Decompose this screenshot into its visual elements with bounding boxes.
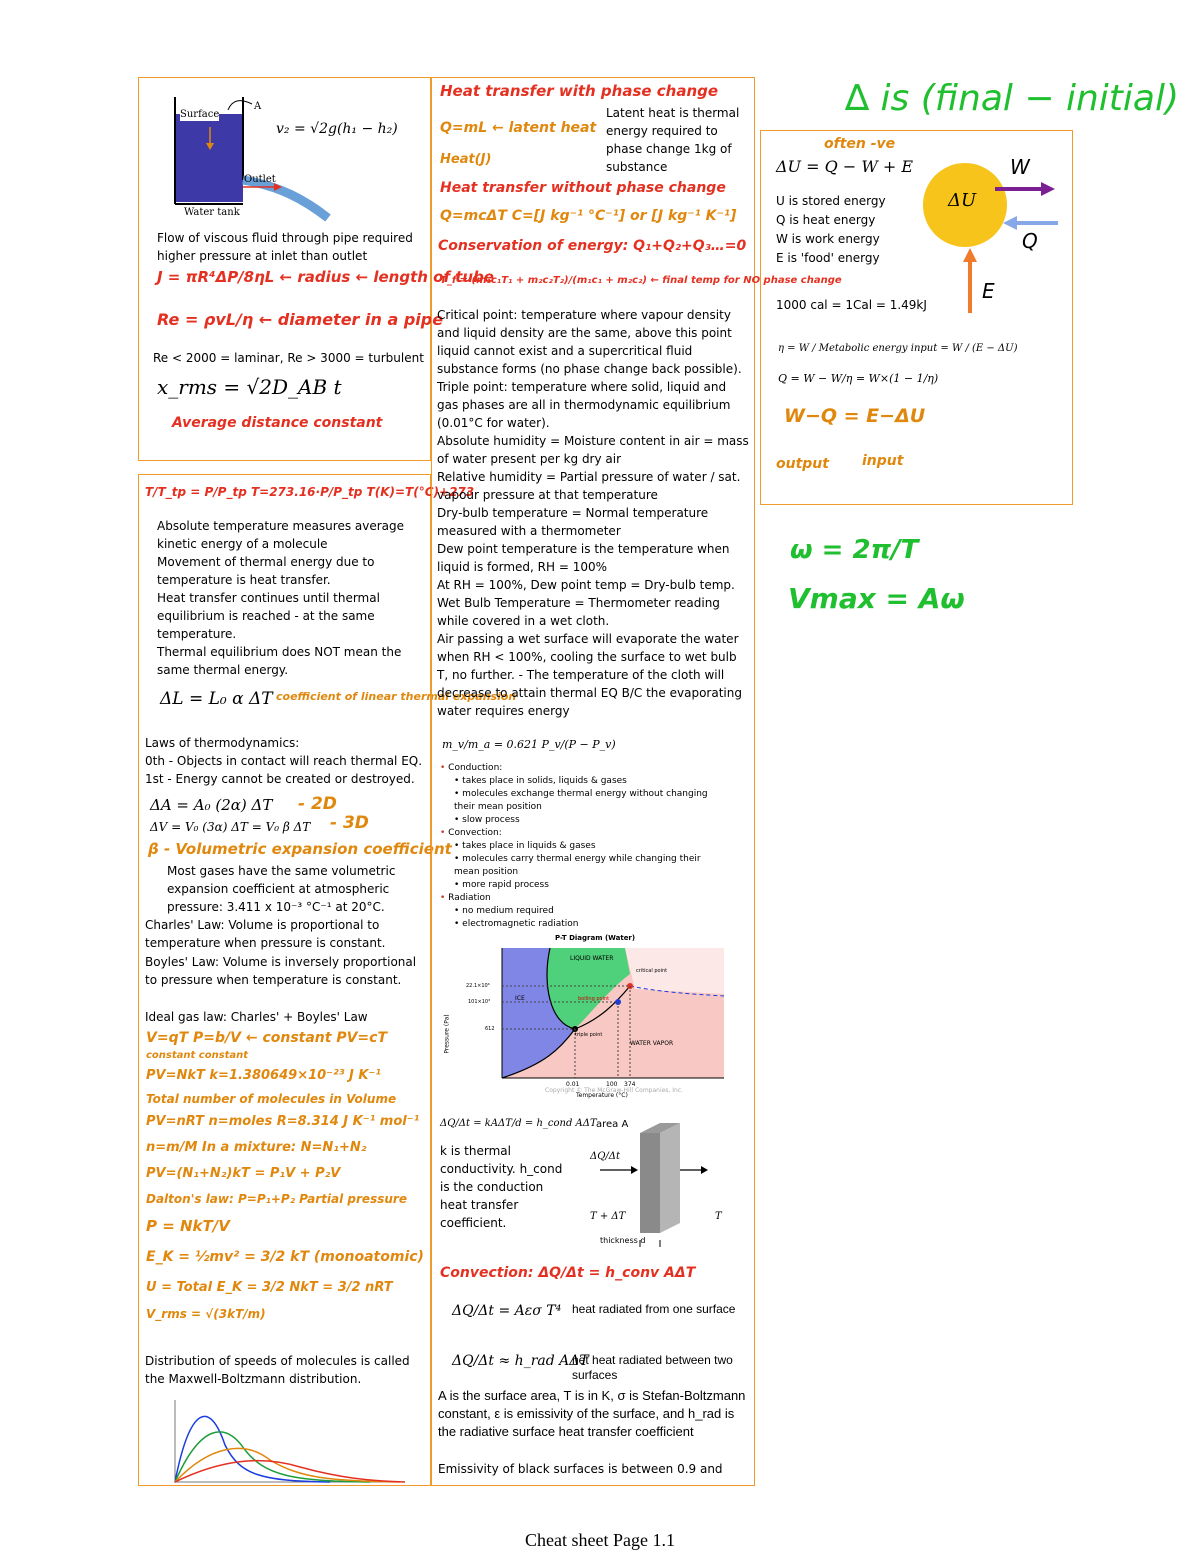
convection-item-1-text: takes place in liquids & gases bbox=[462, 841, 596, 851]
slab-area-label: area A bbox=[596, 1119, 629, 1130]
page-footer: Cheat sheet Page 1.1 bbox=[525, 1530, 675, 1550]
heat-efficiency-equation: Q = W − W/η = W×(1 − 1/η) bbox=[778, 372, 939, 385]
humidity-paragraphs bbox=[437, 306, 750, 720]
wet-bulb-text: Wet Bulb Temperature = Thermometer reading while covered in a wet cloth. bbox=[437, 596, 720, 628]
laws-title: Laws of thermodynamics: bbox=[145, 736, 300, 750]
convection-item-3: • more rapid process bbox=[454, 880, 549, 890]
pt-ice-label: ICE bbox=[515, 995, 525, 1002]
thermal-paragraphs bbox=[157, 517, 427, 679]
def-w: W is work energy bbox=[776, 232, 880, 246]
volumetric-coefficient-handwritten: β - Volumetric expansion coefficient bbox=[148, 840, 452, 858]
pt-ylabel: Pressure (Pa) bbox=[443, 1014, 451, 1054]
convection-item-2-text: molecules carry thermal energy while changing their mean position bbox=[454, 854, 701, 877]
final-temperature-handwritten: T_f = (m₁c₁T₁ + m₂c₂T₂)/(m₁c₁ + m₂c₂) ← final temp for NO phase change bbox=[440, 275, 842, 286]
def-q: Q is heat energy bbox=[776, 213, 876, 227]
vmax-handwritten: Vmax = Aω bbox=[788, 582, 965, 615]
convection-item-2: • molecules carry thermal energy while changing their mean position bbox=[454, 854, 701, 877]
thermal-para-4: Thermal equilibrium does NOT mean the same thermal energy. bbox=[157, 645, 402, 677]
radiation-item-1-text: no medium required bbox=[462, 906, 554, 916]
pt-vapor-label: WATER VAPOR bbox=[630, 1040, 674, 1047]
radiation-equation-1: ΔQ/Δt = Aεσ T⁴ bbox=[452, 1303, 562, 1319]
pt-xtick-3: 374 bbox=[624, 1081, 636, 1088]
pt-liquid-label: LIQUID WATER bbox=[570, 955, 614, 962]
gases-expansion-text: Most gases have the same volumetric expansion coefficient at atmospheric pressure: 3.411 x 10⁻³ °C⁻¹ at 20°C. bbox=[167, 864, 396, 914]
convection-item-1: • takes place in liquids & gases bbox=[454, 841, 596, 851]
charles-law: Charles' Law: Volume is proportional to temperature when pressure is constant. bbox=[145, 918, 386, 950]
humidity-ratio-equation: m_v/m_a = 0.621 P_v/(P − P_v) bbox=[442, 738, 616, 751]
energy-arrow-label: E bbox=[982, 279, 995, 303]
triple-point-text: Triple point: temperature where solid, liquid and gas phases are all in thermodynamic equilibrium (0.01°C for water). bbox=[437, 380, 731, 430]
zeroth-law: 0th - Objects in contact will reach thermal EQ. bbox=[145, 754, 423, 768]
first-law-statement: 1st - Energy cannot be created or destroyed. bbox=[145, 772, 415, 786]
pt-watermark: Copyright © The McGraw-Hill Companies, Inc. bbox=[545, 1087, 684, 1094]
volume-3d-handwritten: - 3D bbox=[330, 813, 369, 833]
def-e: E is 'food' energy bbox=[776, 251, 880, 265]
gas-hw-8: Dalton's law: P=P₁+P₂ Partial pressure bbox=[146, 1192, 407, 1206]
conductivity-text: k is thermal conductivity. h_cond is the conduction heat transfer coefficient. bbox=[440, 1144, 563, 1230]
thermal-para-1: Absolute temperature measures average kinetic energy of a molecule bbox=[157, 519, 405, 551]
pt-xtick-2: 100 bbox=[606, 1081, 618, 1088]
specific-heat-handwritten: Q=mcΔT C=[J kg⁻¹ °C⁻¹] or [J kg⁻¹ K⁻¹] bbox=[440, 208, 737, 224]
slab-cold-label: T bbox=[715, 1211, 722, 1222]
efficiency-equation: η = W / Metabolic energy input = W / (E − ΔU) bbox=[778, 343, 1018, 354]
pt-xlabel: Temperature (°C) bbox=[576, 1092, 628, 1099]
pt-ytick-1: 22.1×10⁶ bbox=[466, 983, 490, 989]
no-phase-change-title-handwritten: Heat transfer without phase change bbox=[440, 180, 726, 196]
maxwell-boltzmann-plot bbox=[150, 1395, 410, 1483]
gas-hw-12: V_rms = √(3kT/m) bbox=[146, 1307, 266, 1321]
diagram-tank-label: Water tank bbox=[184, 207, 240, 218]
rms-displacement-equation: x_rms = √2D_AB t bbox=[157, 375, 342, 399]
pt-triple-label: triple point bbox=[575, 1032, 603, 1038]
gas-hw-1: V=qT P=b/V ← constant PV=cT bbox=[146, 1030, 388, 1046]
first-law-equation: ΔU = Q − W + E bbox=[776, 157, 914, 176]
radiation-equation-2: ΔQ/Δt ≈ h_rad AΔT bbox=[452, 1353, 589, 1369]
emissivity-text: Emissivity of black surfaces is between 0.9 and bbox=[438, 1462, 723, 1476]
slab-thickness-label: thickness d bbox=[600, 1236, 646, 1245]
gas-hw-2: constant constant bbox=[146, 1050, 249, 1061]
radiation-note-2: net heat radiated between two surfaces bbox=[572, 1353, 733, 1382]
conduction-heading: • Conduction: bbox=[440, 763, 503, 773]
thermal-para-2: Movement of thermal energy due to temperature is heat transfer. bbox=[157, 555, 375, 587]
reynolds-rule: Re < 2000 = laminar, Re > 3000 = turbulent bbox=[153, 351, 424, 365]
def-u: U is stored energy bbox=[776, 194, 886, 208]
heat-arrow-label: Q bbox=[1022, 229, 1038, 253]
volume-expansion-equation: ΔV = V₀ (3α) ΔT = V₀ β ΔT bbox=[150, 820, 311, 834]
radiation-heading: • Radiation bbox=[440, 893, 491, 903]
conduction-item-2-text: molecules exchange thermal energy without changing their mean position bbox=[454, 789, 708, 812]
convection-item-3-text: more rapid process bbox=[462, 880, 549, 890]
conduction-slab-diagram bbox=[580, 1115, 740, 1250]
gas-hw-5: PV=nRT n=moles R=8.314 J K⁻¹ mol⁻¹ bbox=[146, 1114, 420, 1129]
pt-ytick-3: 612 bbox=[485, 1026, 495, 1032]
gas-hw-10: E_K = ½mv² = 3/2 kT (monoatomic) bbox=[146, 1249, 424, 1265]
diagram-area-label: A bbox=[254, 101, 262, 112]
diagram-surface-label: Surface bbox=[180, 109, 220, 120]
conduction-item-3: • slow process bbox=[454, 815, 520, 825]
delta-definition-note: ∆ is (final − initial) bbox=[845, 78, 1180, 119]
pt-xtick-1: 0.01 bbox=[566, 1081, 580, 1088]
absolute-humidity-text: Absolute humidity = Moisture content in air = mass of water present per kg dry air bbox=[437, 434, 749, 466]
wqe-handwritten: W−Q = E−ΔU bbox=[784, 405, 926, 427]
rms-labels-handwritten: Average distance constant bbox=[172, 415, 383, 431]
conduction-title: Conduction: bbox=[448, 763, 503, 773]
pt-critical-label: critical point bbox=[636, 968, 668, 974]
diagram-outlet-label: Outlet bbox=[244, 174, 276, 185]
conduction-item-2: • molecules exchange thermal energy without changing their mean position bbox=[454, 789, 708, 812]
slab-dq-label: ΔQ/Δt bbox=[590, 1151, 621, 1162]
slab-hot-label: T + ΔT bbox=[590, 1211, 626, 1222]
pt-ytick-2: 101×10³ bbox=[468, 999, 491, 1005]
conduction-item-1-text: takes place in solids, liquids & gases bbox=[462, 776, 627, 786]
heat-transfer-modes-list bbox=[440, 762, 740, 931]
relative-humidity-text: Relative humidity = Partial pressure of water / sat. vapour pressure at that temperature bbox=[437, 470, 741, 502]
radiation-item-2: • electromagnetic radiation bbox=[454, 919, 579, 929]
radiation-note-1: heat radiated from one surface bbox=[572, 1302, 736, 1316]
conduction-item-1: • takes place in solids, liquids & gases bbox=[454, 776, 627, 786]
pt-title: P-T Diagram (Water) bbox=[555, 934, 636, 942]
convection-title: Convection: bbox=[448, 828, 502, 838]
often-negative-handwritten: often -ve bbox=[824, 136, 896, 152]
poiseuille-handwritten: J = πR⁴ΔP/8ηL ← radius ← length of tube bbox=[157, 268, 494, 286]
work-arrow-label: W bbox=[1010, 155, 1030, 179]
thermal-para-3: Heat transfer continues until thermal equilibrium is reached - at the same temperature. bbox=[157, 591, 380, 641]
temperature-scale-handwritten: T/T_tp = P/P_tp T=273.16·P/P_tp T(K)=T(°C)+273 bbox=[145, 485, 475, 499]
energy-definitions bbox=[776, 192, 916, 268]
conservation-energy-handwritten: Conservation of energy: Q₁+Q₂+Q₃…=0 bbox=[438, 238, 747, 254]
convection-equation-handwritten: Convection: ΔQ/Δt = h_conv AΔT bbox=[440, 1265, 696, 1281]
gas-hw-9: P = NkT/V bbox=[146, 1217, 230, 1235]
gas-hw-6: n=m/M In a mixture: N=N₁+N₂ bbox=[146, 1140, 367, 1155]
dry-bulb-text: Dry-bulb temperature = Normal temperature measured with a thermometer bbox=[437, 506, 709, 538]
torricelli-equation: v₂ = √2g(h₁ − h₂) bbox=[276, 121, 398, 137]
latent-equation-handwritten: Q=mL ← latent heat bbox=[440, 120, 597, 136]
viscous-flow-text: Flow of viscous fluid through pipe required higher pressure at inlet than outlet bbox=[157, 231, 413, 263]
linear-expansion-equation: ΔL = L₀ α ΔT bbox=[160, 689, 273, 709]
rh-100-text: At RH = 100%, Dew point temp = Dry-bulb temp. bbox=[437, 578, 735, 592]
radiation-item-1: • no medium required bbox=[454, 906, 554, 916]
gas-hw-4: Total number of molecules in Volume bbox=[146, 1092, 397, 1106]
linear-expansion-handwritten: coefficient of linear thermal expansion bbox=[276, 690, 517, 703]
conduction-equation: ΔQ/Δt = kAΔT/d = h_cond AΔT bbox=[440, 1118, 597, 1129]
radiation-title: Radiation bbox=[448, 893, 491, 903]
critical-point-text: Critical point: temperature where vapour density and liquid density are the same, above this point liquid cannot exist and a supercritical fluid substance forms (no phase change back possible). bbox=[437, 308, 742, 376]
conduction-item-3-text: slow process bbox=[462, 815, 520, 825]
boyles-law: Boyles' Law: Volume is inversely proportional to pressure when temperature is constant. bbox=[145, 955, 417, 987]
gas-hw-3: PV=NkT k=1.380649×10⁻²³ J K⁻¹ bbox=[146, 1068, 381, 1083]
gas-hw-7: PV=(N₁+N₂)kT = P₁V + P₂V bbox=[146, 1166, 341, 1181]
reynolds-handwritten: Re = ρvL/η ← diameter in a pipe bbox=[157, 310, 444, 329]
radiation-item-2-text: electromagnetic radiation bbox=[462, 919, 579, 929]
output-handwritten: output bbox=[776, 456, 829, 472]
input-handwritten: input bbox=[862, 453, 904, 469]
convection-heading: • Convection: bbox=[440, 828, 502, 838]
area-2d-handwritten: - 2D bbox=[298, 794, 337, 814]
radiation-explanation: A is the surface area, T is in K, σ is Stefan-Boltzmann constant, ε is emissivity of the surface, and h_rad is the radiative surface heat transfer coefficient bbox=[438, 1388, 746, 1439]
phase-change-title-handwritten: Heat transfer with phase change bbox=[440, 82, 719, 100]
pt-boiling-label: boiling point bbox=[578, 996, 610, 1002]
delta-u-circle-label: ΔU bbox=[948, 190, 977, 211]
latent-heat-note: Latent heat is thermal energy required to phase change 1kg of substance bbox=[606, 106, 740, 174]
gas-hw-11: U = Total E_K = 3/2 NkT = 3/2 nRT bbox=[146, 1280, 393, 1295]
ideal-gas-law: Ideal gas law: Charles' + Boyles' Law bbox=[145, 1010, 368, 1024]
calorie-conversion: 1000 cal = 1Cal = 1.49kJ bbox=[776, 298, 927, 312]
maxwell-boltzmann-text: Distribution of speeds of molecules is called the Maxwell-Boltzmann distribution. bbox=[145, 1354, 410, 1386]
area-expansion-equation: ΔA = A₀ (2α) ΔT bbox=[150, 796, 273, 814]
gas-laws-handwritten bbox=[146, 1028, 428, 1325]
heat-joule-handwritten: Heat(J) bbox=[440, 152, 492, 167]
dew-point-text: Dew point temperature is the temperature when liquid is formed, RH = 100% bbox=[437, 542, 730, 574]
evaporation-text: Air passing a wet surface will evaporate the water when RH < 100%, cooling the surface to wet bulb T, no further. - The temperature of the cloth will decrease to attain thermal EQ B/C the evaporating water requires energy bbox=[437, 632, 742, 718]
angular-frequency-handwritten: ω = 2π/T bbox=[790, 535, 919, 565]
